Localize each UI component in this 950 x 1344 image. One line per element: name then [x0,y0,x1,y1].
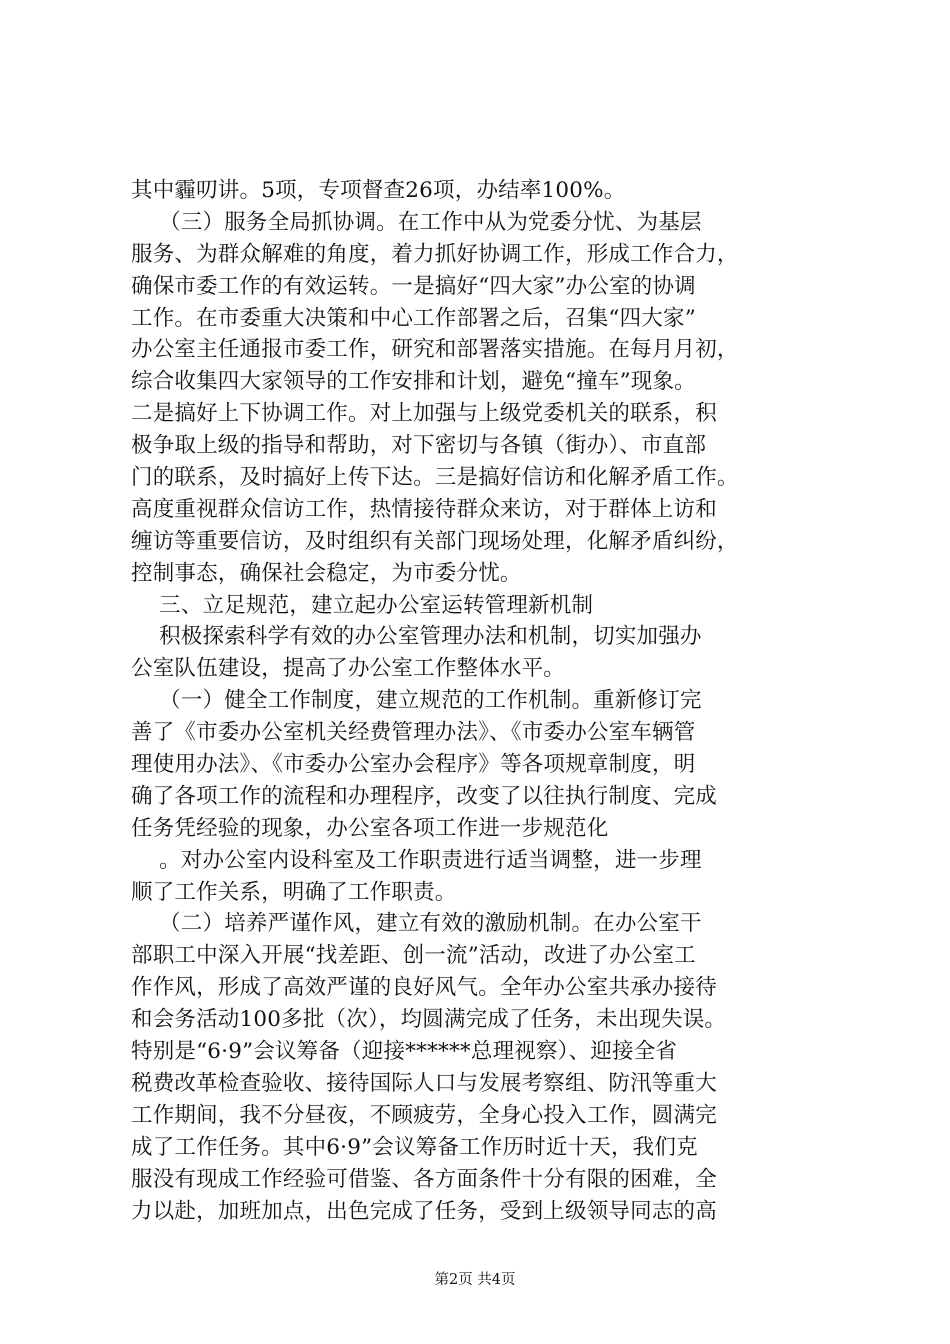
text-line: 和会务活动100多批（次），均圆满完成了任务，未出现失误。 [131,1007,727,1033]
text-line: 其中霾叨讲。5项，专项督查26项，办结率100%。 [131,178,626,203]
text-line: 办公室主任通报市委工作，研究和部署落实措施。在每月月初， [131,337,739,363]
text-line: 门的联系，及时搞好上传下达。三是搞好信访和化解矛盾工作。 [131,465,739,491]
text-line: 确保市委工作的有效运转。一是搞好“四大家”办公室的协调 [131,273,696,299]
text-line: （二）培养严谨作风，建立有效的激励机制。在办公室干 [131,911,702,937]
text-line: 工作期间，我不分昼夜，不顾疲劳，全身心投入工作，圆满完 [131,1102,717,1128]
text-line: 积极探索科学有效的办公室管理办法和机制，切实加强办 [131,624,702,650]
page-number-footer: 第2页 共4页 [434,1272,516,1288]
document-body [131,175,831,1227]
text-line: 二是搞好上下协调工作。对上加强与上级党委机关的联系，积 [131,401,717,427]
text-line: 综合收集四大家领导的工作安排和计划，避免“撞车”现象。 [131,369,696,395]
text-line: 公室队伍建设，提高了办公室工作整体水平。 [131,656,566,682]
text-line: 税费改革检查验收、接待国际人口与发展考察组、防汛等重大 [131,1070,717,1096]
text-line: 善了《市委办公室机关经费管理办法》、《市委办公室车辆管 [131,720,696,746]
text-line: 确了各项工作的流程和办理程序，改变了以往执行制度、完成 [131,783,717,809]
text-line: 缠访等重要信访，及时组织有关部门现场处理，化解矛盾纠纷， [131,528,739,554]
text-line: 部职工中深入开展“找差距、创一流”活动，改进了办公室工 [131,943,696,969]
text-line: 三、立足规范，建立起办公室运转管理新机制 [131,592,594,618]
text-line: 服务、为群众解难的角度，着力抓好协调工作，形成工作合力， [131,241,739,267]
text-line: 任务凭经验的现象，办公室各项工作进一步规范化 [131,815,609,841]
text-line: 控制事态，确保社会稳定，为市委分忧。 [131,560,522,586]
text-line: 工作。在市委重大决策和中心工作部署之后，召集“四大家” [131,305,696,331]
text-line: 理使用办法》、《市委办公室办会程序》等各项规章制度，明 [131,752,696,778]
text-line: 作作风，形成了高效严谨的良好风气。全年办公室共承办接待 [131,975,717,1001]
text-line: （一）健全工作制度，建立规范的工作机制。重新修订完 [131,688,702,714]
text-line: 高度重视群众信访工作，热情接待群众来访，对于群体上访和 [131,496,717,522]
text-line: 极争取上级的指导和帮助，对下密切与各镇（街办）、市直部 [131,433,707,459]
text-line: 特别是“6·9”会议筹备（迎接******总理视察）、迎接全省 [131,1039,678,1065]
text-line: 顺了工作关系，明确了工作职责。 [131,879,457,905]
text-line: 力以赴，加班加点，出色完成了任务，受到上级领导同志的高 [131,1198,717,1224]
text-line: 成了工作任务。其中6·9”会议筹备工作历时近十天，我们克 [131,1134,698,1160]
text-line: 服没有现成工作经验可借鉴、各方面条件十分有限的困难，全 [131,1166,717,1192]
text-line: 。对办公室内设科室及工作职责进行适当调整，进一步理 [131,847,702,873]
text-line: （三）服务全局抓协调。在工作中从为党委分忧、为基层 [131,209,702,235]
